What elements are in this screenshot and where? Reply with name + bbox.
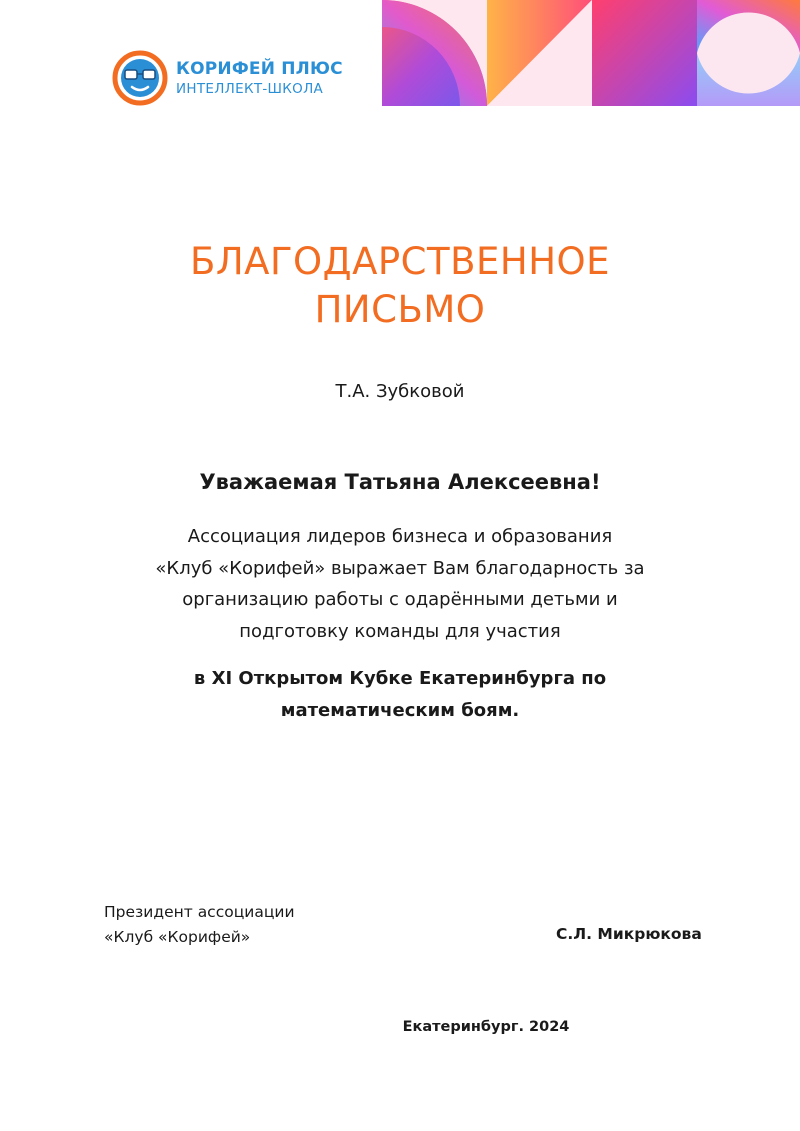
event-line: в XI Открытом Кубке Екатеринбурга по <box>193 668 607 689</box>
role-line: «Клуб «Корифей» <box>104 928 251 946</box>
addressee: Т.А. Зубковой <box>335 381 465 402</box>
logo-face-icon <box>112 50 168 106</box>
logo-name: КОРИФЕЙ ПЛЮС <box>176 59 343 79</box>
organization-logo <box>112 50 352 110</box>
logo-subtitle: ИНТЕЛЛЕКТ-ШКОЛА <box>176 81 324 97</box>
decorative-banner <box>382 0 800 106</box>
place-and-year: Екатеринбург. 2024 <box>402 1019 570 1035</box>
greeting: Уважаемая Татьяна Алексеевна! <box>199 470 601 494</box>
body-line: организацию работы с одарёнными детьми и <box>182 589 618 610</box>
event-name <box>100 663 700 727</box>
document-title <box>0 238 800 334</box>
title-line: БЛАГОДАРСТВЕННОЕ <box>189 240 611 283</box>
role-line: Президент ассоциации <box>104 903 295 921</box>
signatory-name: С.Л. Микрюкова <box>556 925 702 943</box>
body-line: Ассоциация лидеров бизнеса и образования <box>187 526 613 547</box>
signatory-role <box>104 900 295 950</box>
body-line: «Клуб «Корифей» выражает Вам благодарность за <box>155 557 645 579</box>
body-line: подготовку команды для участия <box>239 620 561 642</box>
event-line: математическим боям. <box>280 700 520 721</box>
title-line: ПИСЬМО <box>314 288 486 331</box>
letter-body <box>100 521 700 647</box>
